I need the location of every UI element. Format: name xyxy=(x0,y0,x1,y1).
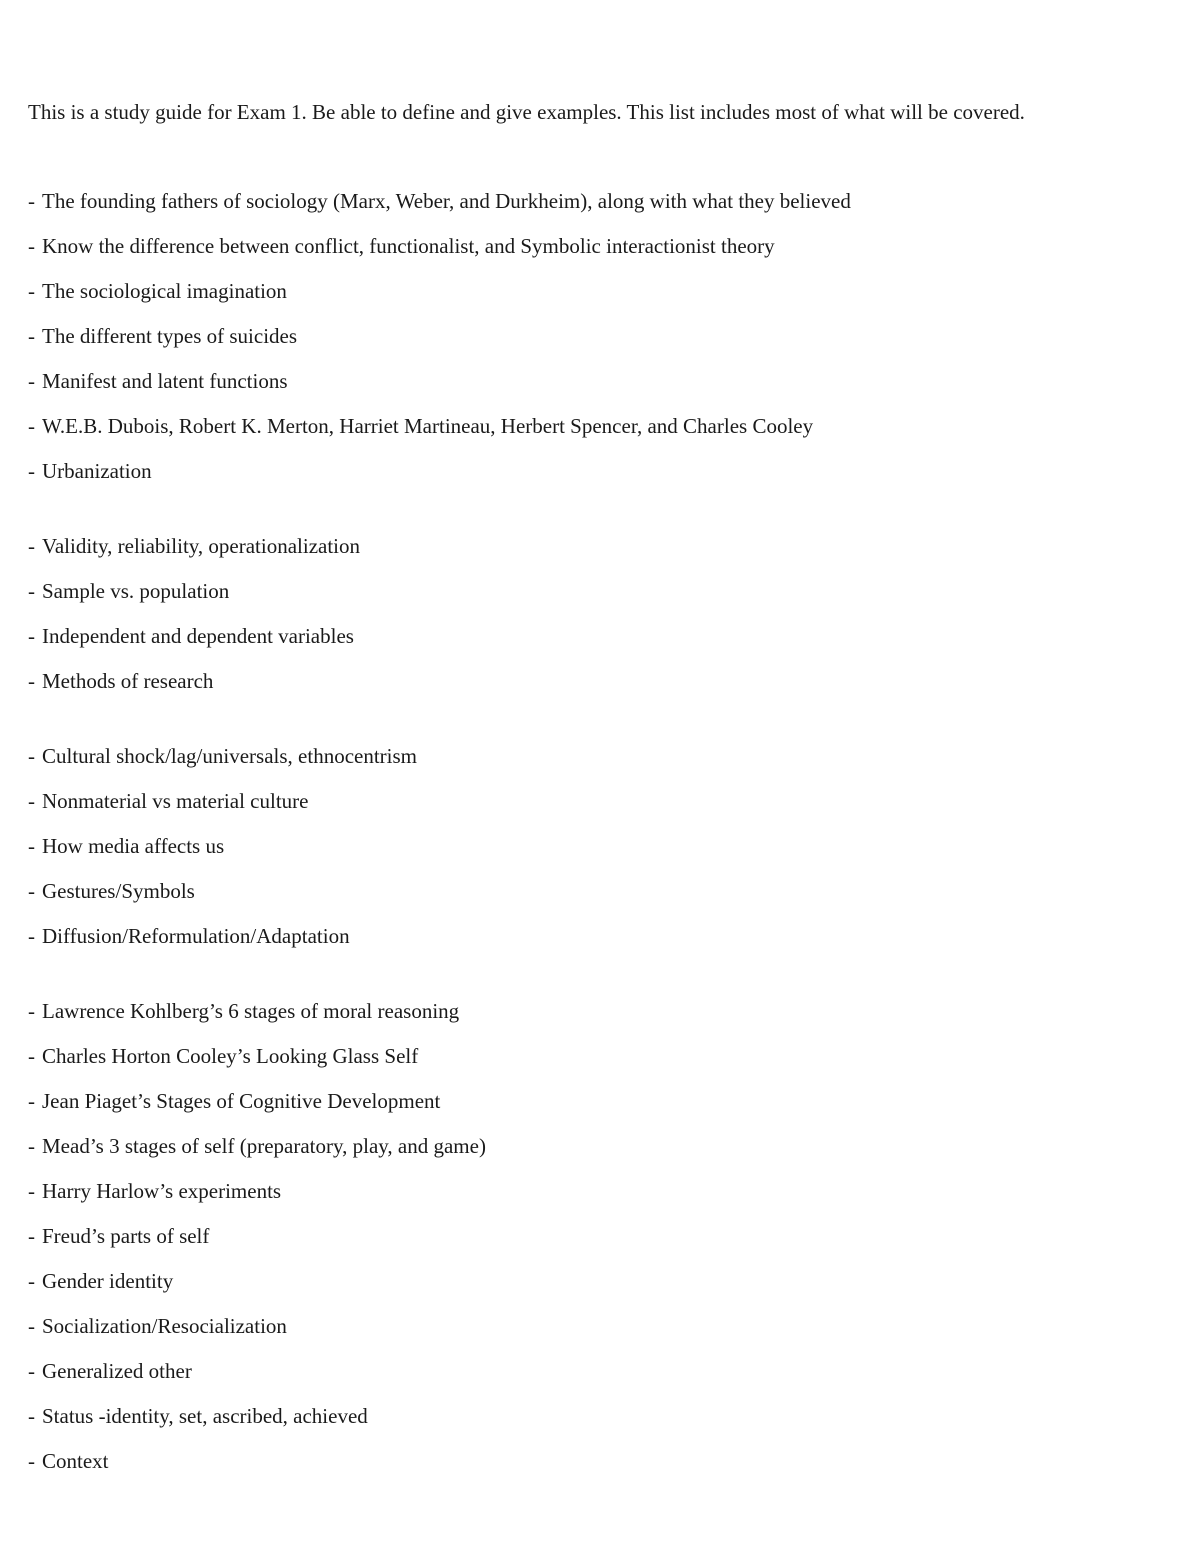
list-item-text: Freud’s parts of self xyxy=(42,1224,210,1248)
list-item-text: Independent and dependent variables xyxy=(42,624,354,648)
bullet-dash: - xyxy=(28,1179,35,1203)
list-item-text: Manifest and latent functions xyxy=(42,369,288,393)
list-item-text: Socialization/Resocialization xyxy=(42,1314,287,1338)
list-item-text: Sample vs. population xyxy=(42,579,230,603)
list-item-text: Diffusion/Reformulation/Adaptation xyxy=(42,924,350,948)
topic-section xyxy=(28,531,1200,696)
list-item-text: Context xyxy=(42,1449,109,1473)
bullet-dash: - xyxy=(28,1089,35,1113)
bullet-dash: - xyxy=(28,579,35,603)
list-item xyxy=(28,231,1200,261)
list-item xyxy=(28,876,1200,906)
list-item xyxy=(28,1176,1200,1206)
list-item xyxy=(28,666,1200,696)
bullet-dash: - xyxy=(28,624,35,648)
list-item xyxy=(28,321,1200,351)
topic-section xyxy=(28,186,1200,486)
list-item xyxy=(28,1221,1200,1251)
list-item xyxy=(28,1401,1200,1431)
bullet-dash: - xyxy=(28,414,35,438)
bullet-dash: - xyxy=(28,189,35,213)
list-item xyxy=(28,621,1200,651)
topic-section xyxy=(28,996,1200,1476)
list-item-text: The different types of suicides xyxy=(42,324,298,348)
list-item-text: Status -identity, set, ascribed, achieved xyxy=(42,1404,368,1428)
list-item xyxy=(28,276,1200,306)
bullet-dash: - xyxy=(28,789,35,813)
list-item xyxy=(28,411,1200,441)
list-item-text: Validity, reliability, operationalization xyxy=(42,534,361,558)
topic-section xyxy=(28,741,1200,951)
bullet-dash: - xyxy=(28,1359,35,1383)
list-item-text: Generalized other xyxy=(42,1359,192,1383)
list-item-text: Know the difference between conflict, functionalist, and Symbolic interactionist theory xyxy=(42,234,775,258)
list-item xyxy=(28,186,1200,216)
bullet-dash: - xyxy=(28,924,35,948)
list-item xyxy=(28,531,1200,561)
list-item-text: Charles Horton Cooley’s Looking Glass Self xyxy=(42,1044,419,1068)
list-item xyxy=(28,1086,1200,1116)
list-item xyxy=(28,576,1200,606)
bullet-dash: - xyxy=(28,1044,35,1068)
intro-paragraph: This is a study guide for Exam 1. Be able to define and give examples. This list includes most of what will be covered. xyxy=(28,100,1025,124)
bullet-dash: - xyxy=(28,279,35,303)
list-item xyxy=(28,1356,1200,1386)
list-item xyxy=(28,831,1200,861)
bullet-dash: - xyxy=(28,834,35,858)
bullet-dash: - xyxy=(28,459,35,483)
bullet-dash: - xyxy=(28,1269,35,1293)
bullet-dash: - xyxy=(28,324,35,348)
bullet-dash: - xyxy=(28,1449,35,1473)
bullet-dash: - xyxy=(28,1314,35,1338)
list-item-text: Cultural shock/lag/universals, ethnocentrism xyxy=(42,744,418,768)
list-item xyxy=(28,921,1200,951)
list-item xyxy=(28,366,1200,396)
list-item xyxy=(28,1041,1200,1071)
bullet-dash: - xyxy=(28,669,35,693)
bullet-dash: - xyxy=(28,744,35,768)
list-item-text: Mead’s 3 stages of self (preparatory, play, and game) xyxy=(42,1134,486,1158)
list-item-text: Gender identity xyxy=(42,1269,174,1293)
bullet-dash: - xyxy=(28,1404,35,1428)
bullet-dash: - xyxy=(28,999,35,1023)
list-item xyxy=(28,1131,1200,1161)
list-item xyxy=(28,1266,1200,1296)
bullet-dash: - xyxy=(28,1224,35,1248)
list-item xyxy=(28,456,1200,486)
list-item-text: Jean Piaget’s Stages of Cognitive Development xyxy=(42,1089,441,1113)
bullet-dash: - xyxy=(28,534,35,558)
list-item-text: The founding fathers of sociology (Marx, Weber, and Durkheim), along with what they believed xyxy=(42,189,851,213)
list-item xyxy=(28,996,1200,1026)
list-item-text: Methods of research xyxy=(42,669,214,693)
list-item-text: Harry Harlow’s experiments xyxy=(42,1179,282,1203)
list-item xyxy=(28,1446,1200,1476)
list-item xyxy=(28,786,1200,816)
bullet-dash: - xyxy=(28,234,35,258)
list-item-text: W.E.B. Dubois, Robert K. Merton, Harriet Martineau, Herbert Spencer, and Charles Cooley xyxy=(42,414,814,438)
list-item xyxy=(28,741,1200,771)
list-item-text: Nonmaterial vs material culture xyxy=(42,789,309,813)
list-item-text: How media affects us xyxy=(42,834,225,858)
list-item-text: Lawrence Kohlberg’s 6 stages of moral reasoning xyxy=(42,999,460,1023)
list-item-text: Gestures/Symbols xyxy=(42,879,195,903)
bullet-dash: - xyxy=(28,1134,35,1158)
bullet-dash: - xyxy=(28,879,35,903)
list-item-text: Urbanization xyxy=(42,459,152,483)
study-topics xyxy=(28,186,1200,1476)
bullet-dash: - xyxy=(28,369,35,393)
list-item xyxy=(28,1311,1200,1341)
list-item-text: The sociological imagination xyxy=(42,279,287,303)
